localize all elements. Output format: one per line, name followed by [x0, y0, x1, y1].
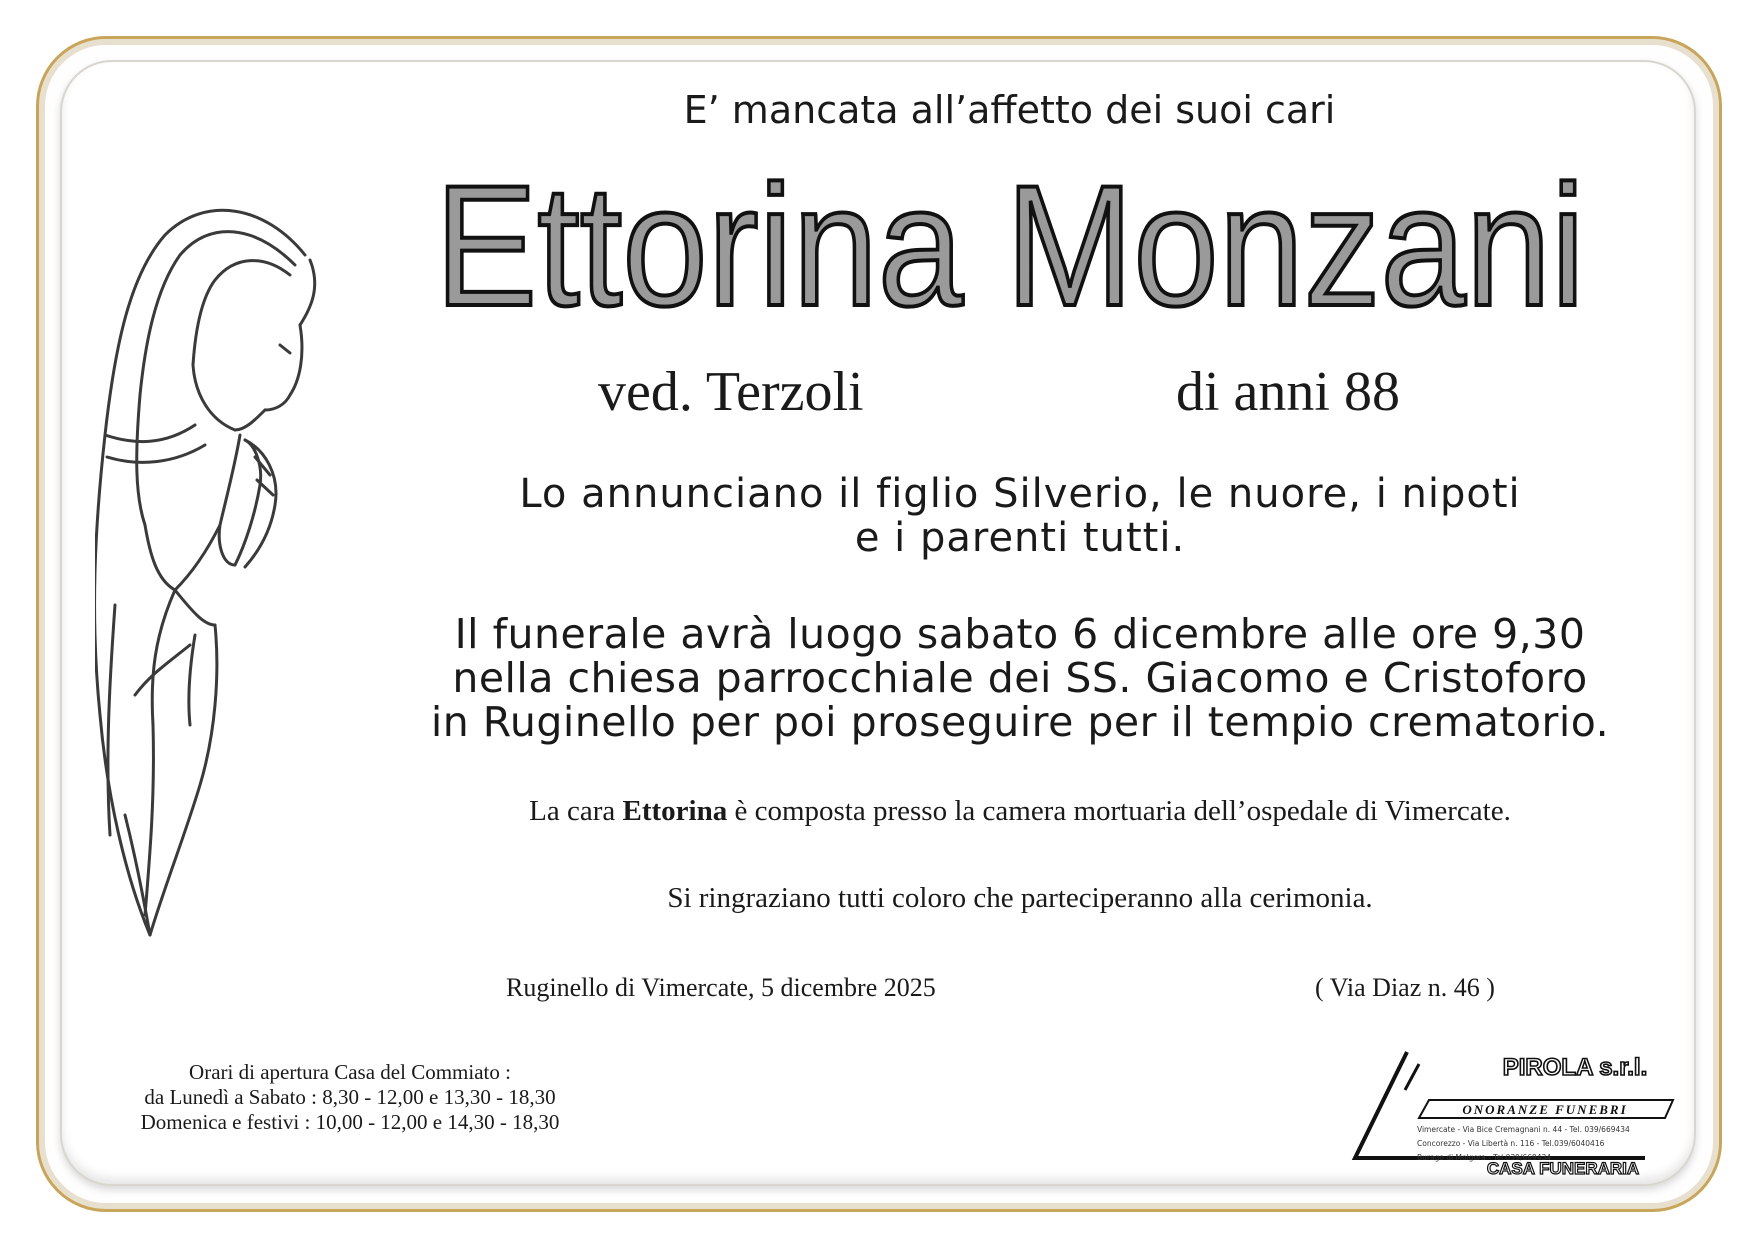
composta-name: Ettorina	[622, 795, 728, 827]
funeral-line-2: nella chiesa parrocchiale dei SS. Giacomo e Cristoforo	[452, 654, 1588, 702]
funeral-line-3: in Ruginello per poi proseguire per il tempio crematorio.	[430, 698, 1610, 746]
hours-title: Orari di apertura Casa del Commiato :	[189, 1060, 511, 1084]
composta-prefix: La cara	[529, 795, 623, 827]
logo-address-3: Burago di Molgora - Tel.039/669434	[1417, 1153, 1552, 1162]
intro-text: E’ mancata all’affetto dei suoi cari	[683, 88, 1336, 132]
hours-weekdays: da Lunedì a Sabato : 8,30 - 12,00 e 13,30 - 18,30	[144, 1085, 556, 1109]
logo-address-2: Concorezzo - Via Libertà n. 116 - Tel.039/6040416	[1417, 1139, 1605, 1148]
funeral-info	[330, 612, 1710, 744]
logo-footer: CASA FUNERARIA	[1486, 1159, 1640, 1175]
logo-address-1: Vimercate - Via Bice Cremagnani n. 44 - Tel. 039/669434	[1417, 1125, 1630, 1134]
address: ( Via Diaz n. 46 )	[1315, 973, 1495, 1002]
announce-line-1: Lo annunciano il figlio Silverio, le nuore, i nipoti	[519, 471, 1521, 517]
place-date: Ruginello di Vimercate, 5 dicembre 2025	[506, 973, 936, 1002]
hours-holidays: Domenica e festivi : 10,00 - 12,00 e 14,30 - 18,30	[140, 1110, 560, 1134]
widow-of: ved. Terzoli	[598, 361, 864, 423]
thanks-text: Si ringraziano tutti coloro che parteciperanno alla cerimonia.	[667, 882, 1373, 914]
pirola-logo	[1345, 1040, 1685, 1175]
age: di anni 88	[1176, 361, 1400, 423]
announce-line-2: e i parenti tutti.	[854, 515, 1186, 561]
opening-hours	[80, 1060, 620, 1135]
logo-subtitle: ONORANZE FUNEBRI	[1462, 1102, 1628, 1117]
funeral-line-1: Il funerale avrà luogo sabato 6 dicembre alle ore 9,30	[454, 610, 1586, 658]
announcement	[330, 472, 1710, 560]
composta-text	[330, 795, 1710, 828]
logo-brand: PIROLA s.r.l.	[1502, 1054, 1648, 1081]
praying-madonna-icon	[95, 195, 325, 955]
deceased-name	[420, 150, 1600, 330]
deceased-name-text: Ettorina Monzani	[435, 150, 1585, 330]
composta-suffix: è composta presso la camera mortuaria dell’ospedale di Vimercate.	[727, 795, 1511, 827]
